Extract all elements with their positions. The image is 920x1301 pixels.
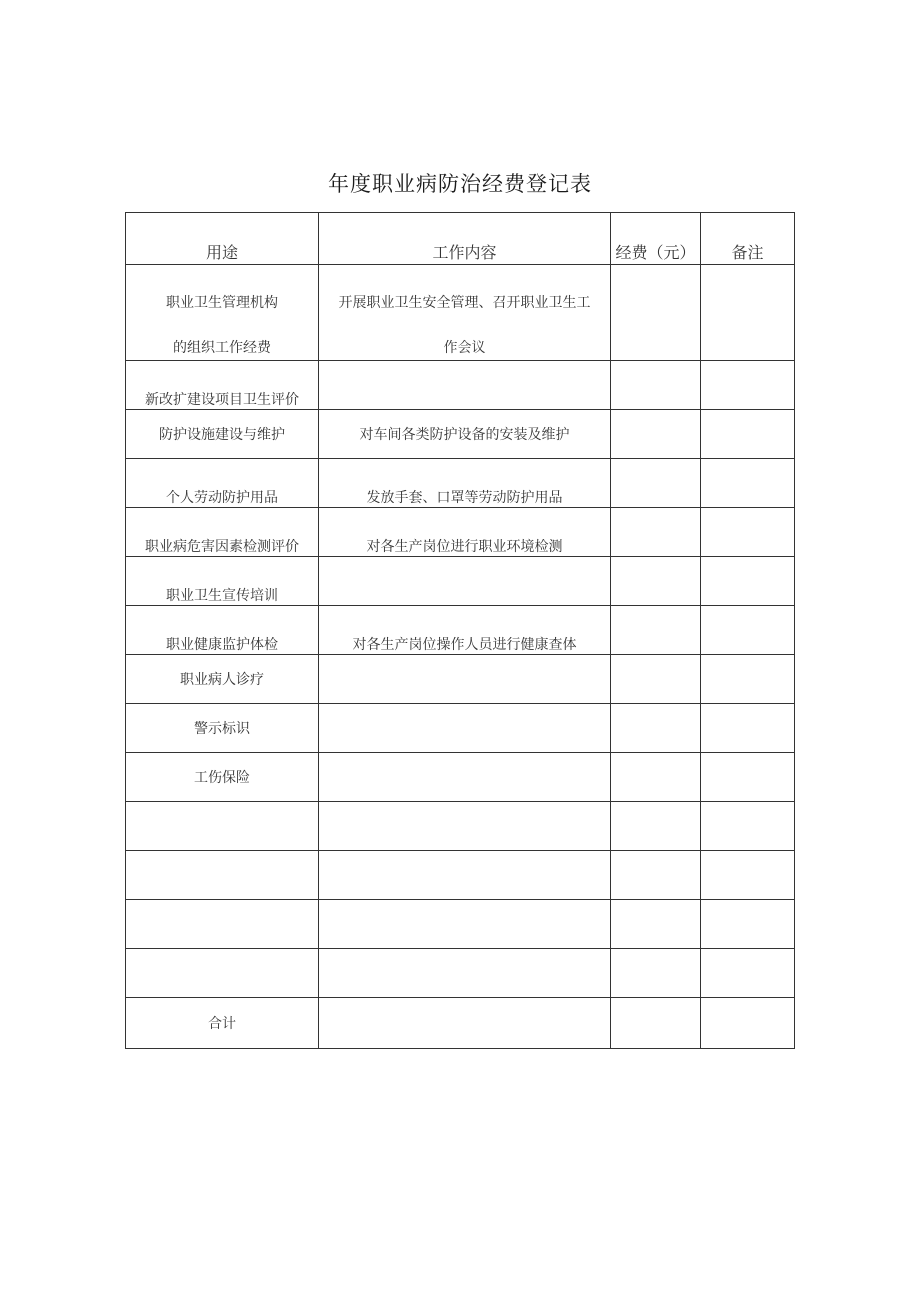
table-row [126, 851, 795, 900]
usage-cell [126, 265, 319, 361]
table-row [126, 949, 795, 998]
table-header-row [126, 213, 795, 265]
amount-cell[interactable] [611, 410, 701, 459]
usage-cell: 个人劳动防护用品 [126, 459, 319, 508]
total-label: 合计 [126, 998, 319, 1049]
remark-cell[interactable] [701, 802, 795, 851]
content-cell [319, 753, 611, 802]
usage-cell: 工伤保险 [126, 753, 319, 802]
total-remark-cell[interactable] [701, 998, 795, 1049]
usage-cell: 职业病危害因素检测评价 [126, 508, 319, 557]
remark-cell[interactable] [701, 361, 795, 410]
table-row [126, 802, 795, 851]
remark-cell[interactable] [701, 459, 795, 508]
amount-cell[interactable] [611, 802, 701, 851]
content-cell [319, 655, 611, 704]
amount-cell[interactable] [611, 753, 701, 802]
usage-line-1: 职业卫生管理机构 [166, 295, 278, 311]
content-line-2: 作会议 [443, 340, 486, 356]
content-cell [319, 265, 611, 361]
total-row [126, 998, 795, 1049]
remark-cell[interactable] [701, 851, 795, 900]
amount-cell[interactable] [611, 508, 701, 557]
remark-cell[interactable] [701, 655, 795, 704]
remark-cell[interactable] [701, 704, 795, 753]
table-row [126, 704, 795, 753]
remark-cell[interactable] [701, 265, 795, 361]
expense-register-table [125, 212, 795, 1049]
table-row [126, 606, 795, 655]
usage-cell[interactable] [126, 949, 319, 998]
usage-cell: 职业病人诊疗 [126, 655, 319, 704]
content-cell: 对各生产岗位进行职业环境检测 [319, 508, 611, 557]
amount-cell[interactable] [611, 606, 701, 655]
usage-cell: 职业健康监护体检 [126, 606, 319, 655]
amount-cell[interactable] [611, 655, 701, 704]
amount-cell[interactable] [611, 900, 701, 949]
remark-cell[interactable] [701, 557, 795, 606]
content-cell: 对各生产岗位操作人员进行健康查体 [319, 606, 611, 655]
usage-cell: 职业卫生宣传培训 [126, 557, 319, 606]
document-title: 年度职业病防治经费登记表 [328, 172, 592, 196]
usage-line-2: 的组织工作经费 [173, 340, 271, 356]
usage-cell: 新改扩建设项目卫生评价 [126, 361, 319, 410]
amount-cell[interactable] [611, 361, 701, 410]
table-row [126, 361, 795, 410]
table-row [126, 508, 795, 557]
header-usage: 用途 [126, 213, 319, 265]
total-amount-cell[interactable] [611, 998, 701, 1049]
table-row [126, 655, 795, 704]
content-cell: 对车间各类防护设备的安装及维护 [319, 410, 611, 459]
table-row [126, 557, 795, 606]
content-cell[interactable] [319, 949, 611, 998]
remark-cell[interactable] [701, 606, 795, 655]
remark-cell[interactable] [701, 900, 795, 949]
remark-cell[interactable] [701, 753, 795, 802]
remark-cell[interactable] [701, 410, 795, 459]
content-cell [319, 557, 611, 606]
usage-cell[interactable] [126, 851, 319, 900]
remark-cell[interactable] [701, 949, 795, 998]
amount-cell[interactable] [611, 459, 701, 508]
table-row [126, 459, 795, 508]
content-cell[interactable] [319, 851, 611, 900]
amount-cell[interactable] [611, 704, 701, 753]
table-row [126, 900, 795, 949]
header-amount: 经费（元） [611, 213, 701, 265]
total-content-cell[interactable] [319, 998, 611, 1049]
content-line-1: 开展职业卫生安全管理、召开职业卫生工 [338, 295, 591, 311]
table-row [126, 753, 795, 802]
content-cell[interactable] [319, 900, 611, 949]
amount-cell[interactable] [611, 265, 701, 361]
usage-cell: 防护设施建设与维护 [126, 410, 319, 459]
header-remark: 备注 [701, 213, 795, 265]
table-row [126, 265, 795, 361]
amount-cell[interactable] [611, 557, 701, 606]
header-content: 工作内容 [319, 213, 611, 265]
content-cell: 发放手套、口罩等劳动防护用品 [319, 459, 611, 508]
content-cell [319, 361, 611, 410]
usage-cell[interactable] [126, 802, 319, 851]
content-cell [319, 704, 611, 753]
remark-cell[interactable] [701, 508, 795, 557]
table-row [126, 410, 795, 459]
amount-cell[interactable] [611, 851, 701, 900]
usage-cell: 警示标识 [126, 704, 319, 753]
amount-cell[interactable] [611, 949, 701, 998]
content-cell[interactable] [319, 802, 611, 851]
usage-cell[interactable] [126, 900, 319, 949]
